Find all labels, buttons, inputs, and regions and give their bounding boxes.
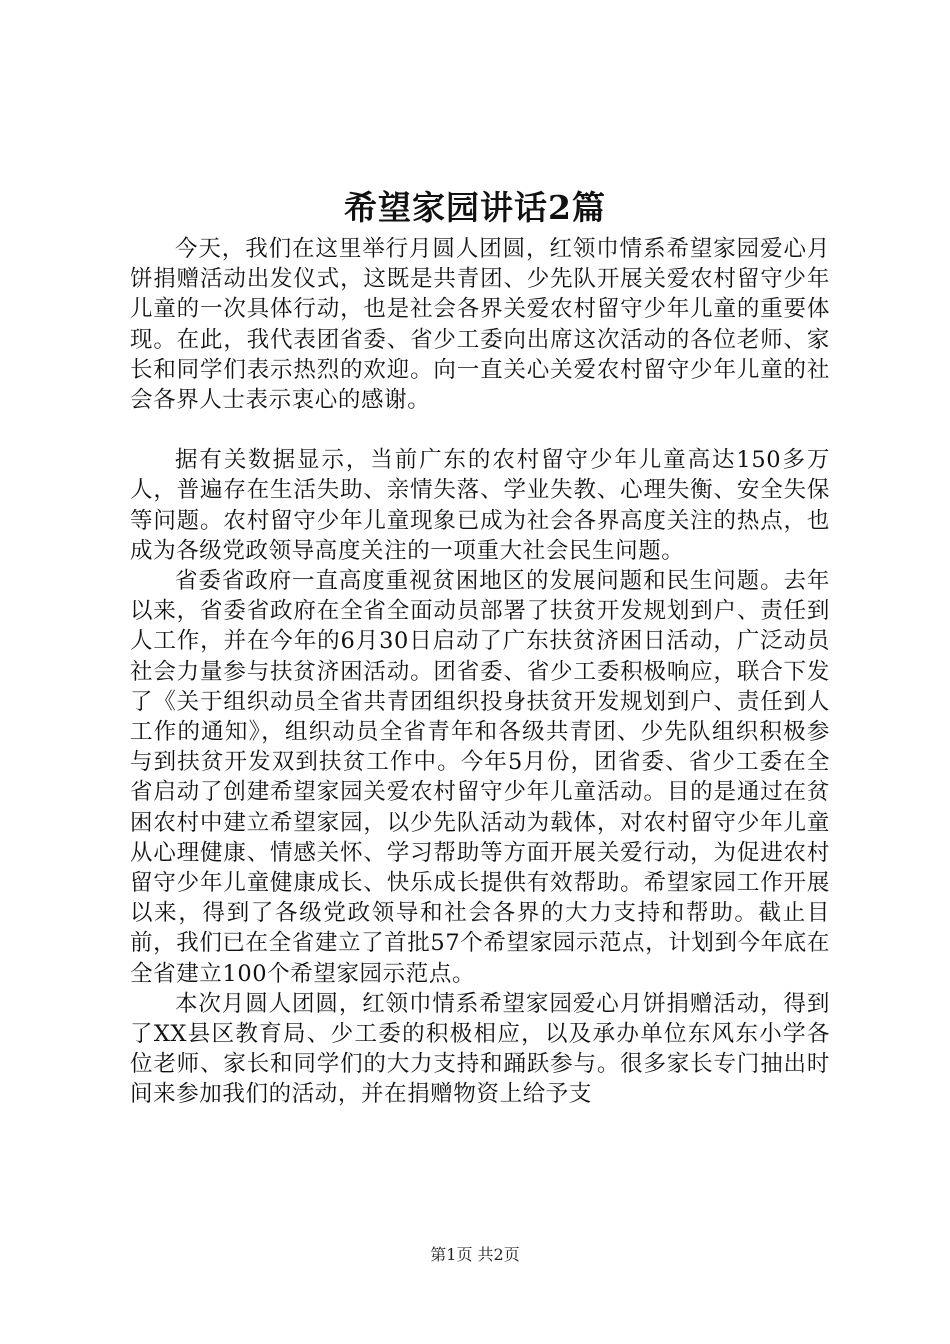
paragraph-data: 据有关数据显示，当前广东的农村留守少年儿童高达150多万人，普遍存在生活失助、亲情失落、学业失教、心理失衡、安全失保等问题。农村留守少年儿童现象已成为社会各界高度关注的热点，也成为各级党政领导高度关注的一项重大社会民生问题。 xyxy=(130,447,830,564)
paragraph-policy: 省委省政府一直高度重视贫困地区的发展问题和民生问题。去年以来，省委省政府在全省全面动员部署了扶贫开发规划到户、责任到人工作，并在今年的6月30日启动了广东扶贫济困日活动，广泛动员社会力量参与扶贫济困活动。团省委、省少工委积极响应，联合下发了《关于组织动员全省共青团组织投身扶贫开发规划到户、责任到人工作的通知》，组织动员全省青年和各级共青团、少先队组织积极参与到扶贫开发双到扶贫工作中。今年5月份，团省委、省少工委在全省启动了创建希望家园关爱农村留守少年儿童活动。目的是通过在贫困农村中建立希望家园，以少先队活动为载体，对农村留守少年儿童从心理健康、情感关怀、学习帮助等方面开展关爱行动，为促进农村留守少年儿童健康成长、快乐成长提供有效帮助。希望家园工作开展以来，得到了各级党政领导和社会各界的大力支持和帮助。截止目前，我们已在全省建立了首批57个希望家园示范点，计划到今年底在全省建立100个希望家园示范点。 xyxy=(130,568,830,987)
page-footer: 第1页 共2页 xyxy=(430,1245,520,1264)
paragraph-opening: 今天，我们在这里举行月圆人团圆，红领巾情系希望家园爱心月饼捐赠活动出发仪式，这既是共青团、少先队开展关爱农村留守少年儿童的一次具体行动，也是社会各界关爱农村留守少年儿童的重要体现。在此，我代表团省委、省少工委向出席这次活动的各位老师、家长和同学们表示热烈的欢迎。向一直关心关爱农村留守少年儿童的社会各界人士表示衷心的感谢。 xyxy=(130,236,830,414)
document-body xyxy=(130,234,830,1110)
document-title: 希望家园讲话2篇 xyxy=(344,188,606,227)
paragraph-event: 本次月圆人团圆，红领巾情系希望家园爱心月饼捐赠活动，得到了XX县区教育局、少工委的积极相应，以及承办单位东风东小学各位老师、家长和同学们的大力支持和踊跃参与。很多家长专门抽出时间来参加我们的活动，并在捐赠物资上给予支 xyxy=(130,990,830,1108)
